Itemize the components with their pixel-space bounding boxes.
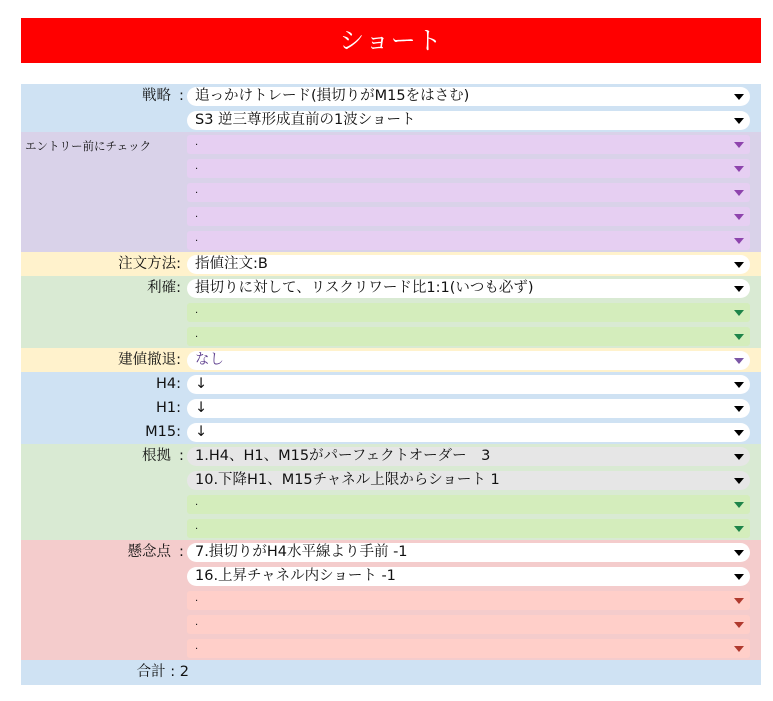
dropdown-arrow-icon — [734, 526, 744, 532]
dropdown-arrow-icon — [734, 430, 744, 436]
dropdown-arrow-icon — [734, 142, 744, 148]
dropdown-arrow-icon — [734, 334, 744, 340]
breakeven-select[interactable] — [187, 351, 750, 370]
concerns-value: 7.損切りがH4水平線より手前 -1 — [195, 544, 408, 560]
dropdown-arrow-icon — [734, 358, 744, 364]
total-section — [21, 660, 761, 685]
concerns-select-3[interactable] — [187, 591, 750, 610]
entry-check-select-1[interactable] — [187, 135, 750, 154]
dropdown-arrow-icon — [734, 238, 744, 244]
dropdown-arrow-icon — [734, 310, 744, 316]
basis-select-1[interactable] — [187, 447, 750, 466]
dropdown-arrow-icon — [734, 454, 744, 460]
strategy-select-2-value: S3 逆三尊形成直前の1波ショート — [195, 112, 416, 128]
dropdown-arrow-icon — [734, 598, 744, 604]
basis-value: 1.H4、H1、M15がパーフェクトオーダー 3 — [195, 448, 491, 464]
entry-check-section — [21, 132, 761, 252]
entry-check-label: エントリー前にチェック — [25, 139, 152, 153]
basis-section — [21, 444, 761, 540]
concerns-select-5[interactable] — [187, 639, 750, 658]
entry-check-value: . — [195, 161, 199, 172]
concerns-select-4[interactable] — [187, 615, 750, 634]
basis-select-4[interactable] — [187, 519, 750, 538]
entry-check-value: . — [195, 185, 199, 196]
entry-check-select-5[interactable] — [187, 231, 750, 250]
entry-check-value: . — [195, 209, 199, 220]
dropdown-arrow-icon — [734, 382, 744, 388]
basis-select-3[interactable] — [187, 495, 750, 514]
timeframe-h4-label: H4: — [155, 376, 181, 392]
take-profit-section — [21, 276, 761, 348]
basis-value: 10.下降H1、M15チャネル上限からショート 1 — [195, 472, 500, 488]
dropdown-arrow-icon — [734, 118, 744, 124]
order-method-label: 注文方法: — [118, 256, 181, 272]
dropdown-arrow-icon — [734, 574, 744, 580]
dropdown-arrow-icon — [734, 622, 744, 628]
strategy-select-2[interactable] — [187, 111, 750, 130]
order-method-value: 指値注文:B — [195, 256, 268, 272]
take-profit-value: . — [195, 305, 199, 316]
concerns-label: 懸念点 — [127, 544, 171, 560]
strategy-select-1[interactable] — [187, 87, 750, 106]
timeframe-h1-label: H1: — [155, 400, 181, 416]
strategy-colon: : — [179, 88, 184, 104]
take-profit-value: . — [195, 329, 199, 340]
page-title: ショート — [21, 18, 761, 63]
order-method-select[interactable] — [187, 255, 750, 274]
timeframe-m15-value: ↓ — [195, 424, 208, 440]
basis-select-2[interactable] — [187, 471, 750, 490]
breakeven-label: 建値撤退: — [118, 352, 181, 368]
timeframe-m15-label: M15: — [145, 424, 181, 440]
dropdown-arrow-icon — [734, 286, 744, 292]
take-profit-select-3[interactable] — [187, 327, 750, 346]
entry-check-select-3[interactable] — [187, 183, 750, 202]
timeframe-h1-value: ↓ — [195, 400, 208, 416]
breakeven-value: なし — [195, 352, 224, 368]
concerns-select-2[interactable] — [187, 567, 750, 586]
concerns-value: 16.上昇チャネル内ショート -1 — [195, 568, 396, 584]
dropdown-arrow-icon — [734, 406, 744, 412]
strategy-label: 戦略 — [142, 88, 171, 104]
dropdown-arrow-icon — [734, 550, 744, 556]
basis-colon: : — [179, 448, 184, 464]
dropdown-arrow-icon — [734, 214, 744, 220]
entry-check-select-4[interactable] — [187, 207, 750, 226]
breakeven-section — [21, 348, 761, 372]
take-profit-value: 損切りに対して、リスクリワード比1:1(いつも必ず) — [195, 280, 534, 296]
dropdown-arrow-icon — [734, 502, 744, 508]
take-profit-label: 利確: — [147, 280, 181, 296]
take-profit-select-2[interactable] — [187, 303, 750, 322]
strategy-section — [21, 84, 761, 132]
dropdown-arrow-icon — [734, 190, 744, 196]
timeframe-h1-select[interactable] — [187, 399, 750, 418]
dropdown-arrow-icon — [734, 94, 744, 100]
concerns-section — [21, 540, 761, 660]
basis-label: 根拠 — [142, 448, 171, 464]
timeframe-h4-select[interactable] — [187, 375, 750, 394]
timeframe-m15-select[interactable] — [187, 423, 750, 442]
entry-check-value: . — [195, 233, 199, 244]
trade-form — [21, 84, 761, 685]
entry-check-value: . — [195, 137, 199, 148]
order-method-section — [21, 252, 761, 276]
concerns-value: . — [195, 593, 199, 604]
take-profit-select-1[interactable] — [187, 279, 750, 298]
dropdown-arrow-icon — [734, 262, 744, 268]
concerns-colon: : — [179, 544, 184, 560]
concerns-value: . — [195, 617, 199, 628]
dropdown-arrow-icon — [734, 478, 744, 484]
strategy-select-1-value: 追っかけトレード(損切りがM15をはさむ) — [195, 88, 470, 104]
dropdown-arrow-icon — [734, 646, 744, 652]
concerns-select-1[interactable] — [187, 543, 750, 562]
basis-value: . — [195, 497, 199, 508]
concerns-value: . — [195, 641, 199, 652]
timeframes-section — [21, 372, 761, 444]
dropdown-arrow-icon — [734, 166, 744, 172]
basis-value: . — [195, 521, 199, 532]
total-label: 合計 : 2 — [136, 664, 189, 680]
timeframe-h4-value: ↓ — [195, 376, 208, 392]
entry-check-select-2[interactable] — [187, 159, 750, 178]
